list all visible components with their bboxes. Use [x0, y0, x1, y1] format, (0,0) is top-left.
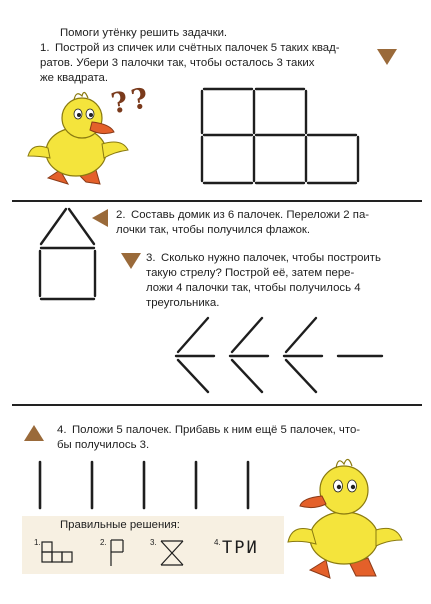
- task1-line-2: ратов. Убери 3 палочки так, чтобы осталось 3 таких: [40, 57, 315, 69]
- solution-2-number: 2.: [100, 538, 107, 547]
- solution-2-figure: [108, 538, 128, 568]
- task4-line-1: Положи 5 палочек. Прибавь к ним ещё 5 палочек, что-: [72, 424, 361, 436]
- task1-squares-figure: [200, 85, 362, 190]
- task4-sticks-figure: [30, 458, 260, 512]
- solution-3-number: 3.: [150, 538, 157, 547]
- solution-3-figure: [158, 538, 186, 568]
- task1-marker-triangle: [377, 49, 397, 65]
- task3-line-4: треугольника.: [146, 297, 220, 309]
- section-divider-1: [12, 200, 422, 202]
- task2-line-1: Составь домик из 6 палочек. Переложи 2 па-: [131, 209, 370, 221]
- task3-line-2: такую стрелу? Построй её, затем пере-: [146, 267, 355, 279]
- intro-heading: Помоги утёнку решить задачки.: [60, 27, 228, 39]
- task4-marker-triangle: [24, 425, 44, 441]
- task3-arrow-figure: [170, 314, 390, 396]
- section-divider-2: [12, 404, 422, 406]
- task2-marker-triangle: [92, 209, 108, 227]
- task4-number: 4.: [57, 424, 67, 436]
- task2-number: 2.: [116, 209, 126, 221]
- task3-marker-triangle: [121, 253, 141, 269]
- solution-4-number: 4.: [214, 538, 221, 547]
- duck-illustration-bottom: [286, 450, 416, 590]
- solutions-title: Правильные решения:: [60, 519, 180, 531]
- task4-line-2: бы получилось 3.: [57, 439, 150, 451]
- task2-house-figure: [36, 206, 100, 302]
- task1-line-1: Построй из спичек или счётных палочек 5 таких квад-: [55, 42, 340, 54]
- task3-line-1: Сколько нужно палочек, чтобы построить: [161, 252, 381, 264]
- task1-line-3: же квадрата.: [40, 72, 109, 84]
- solution-1-number: 1.: [34, 538, 41, 547]
- task3-line-3: ложи 4 палочки так, чтобы получилось 4: [146, 282, 361, 294]
- solution-1-figure: [40, 540, 82, 564]
- question-marks: ??: [108, 80, 155, 121]
- task1-number: 1.: [40, 42, 50, 54]
- task3-number: 3.: [146, 252, 156, 264]
- task2-line-2: лочки так, чтобы получился флажок.: [116, 224, 311, 236]
- solution-4-word: ТРИ: [222, 538, 259, 558]
